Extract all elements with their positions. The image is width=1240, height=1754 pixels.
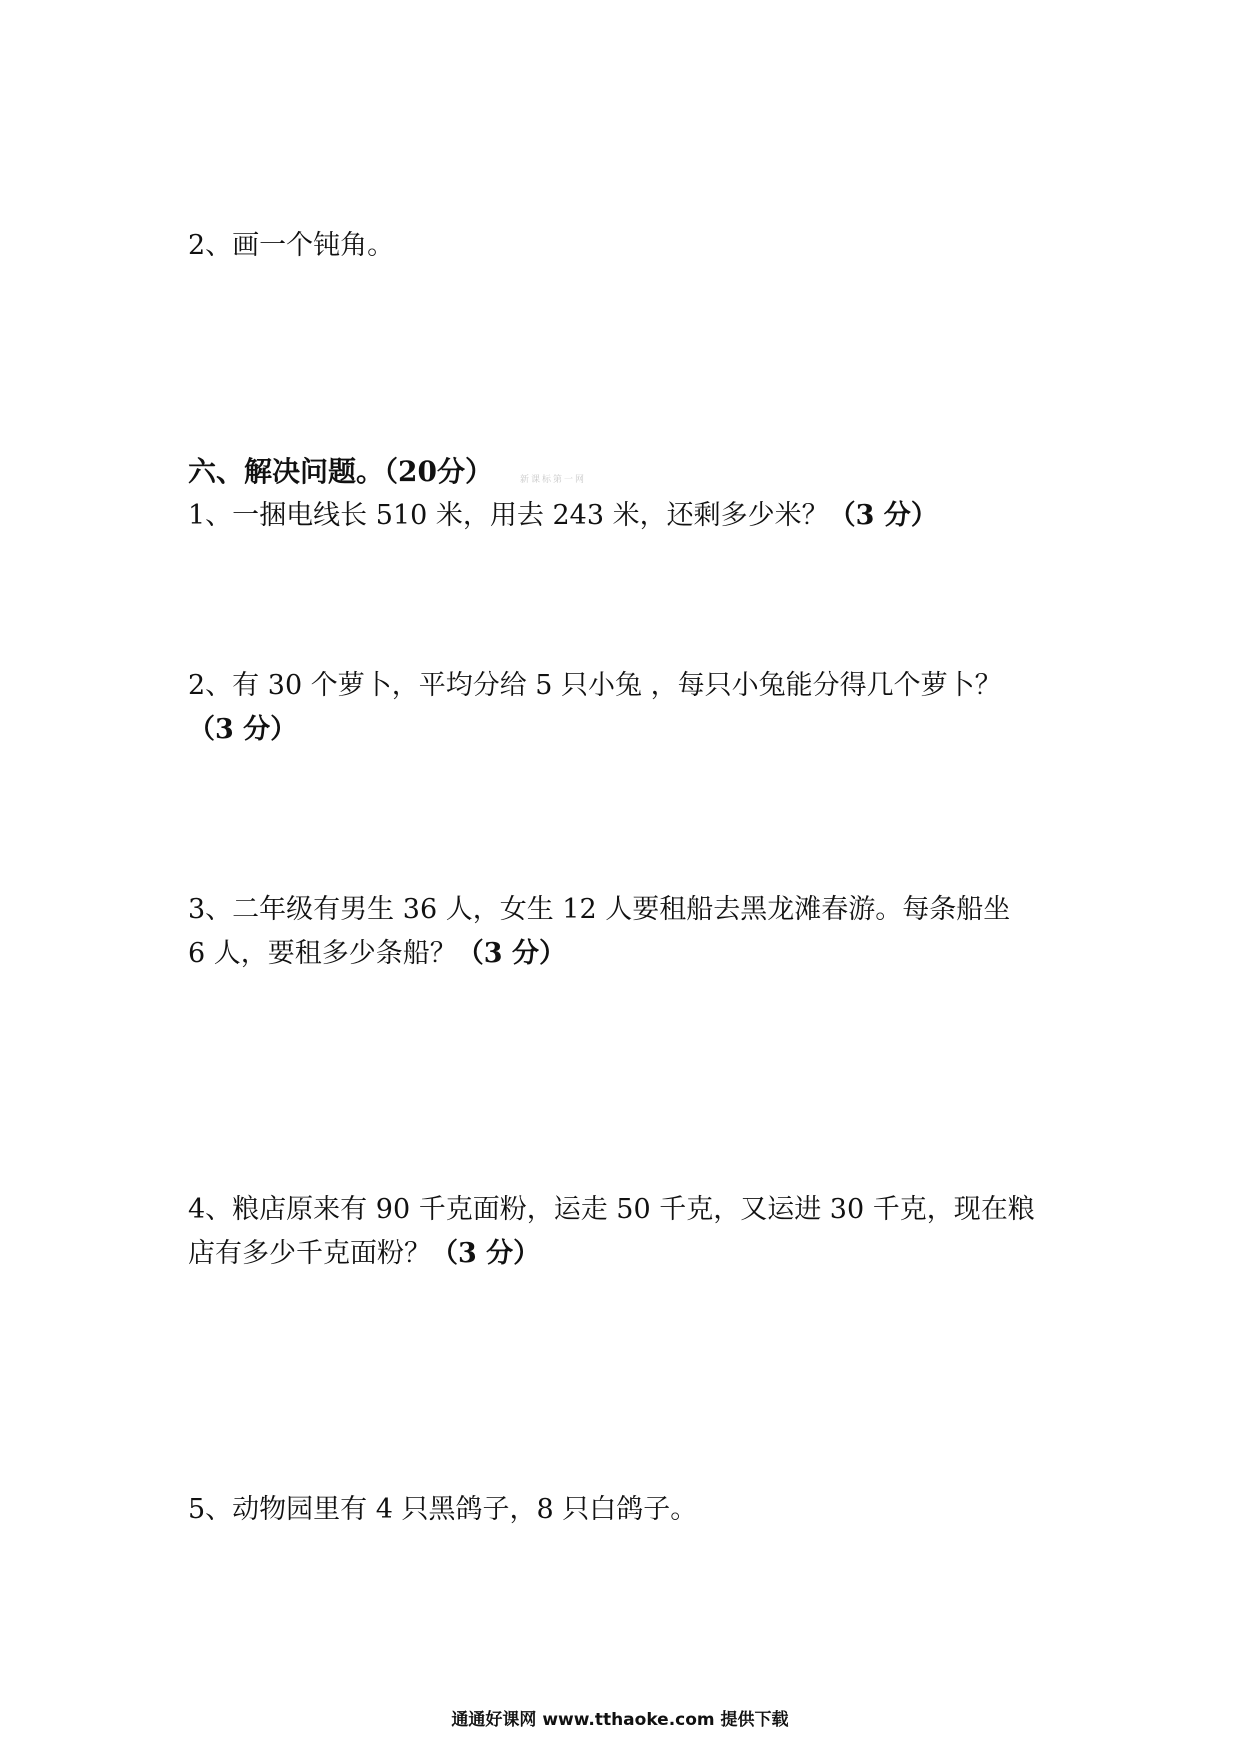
question-3-score: （3 分） xyxy=(456,938,566,969)
question-4-text: 店有多少千克面粉？ xyxy=(188,1238,431,1269)
section-heading: 六、解决问题。（20分） xyxy=(188,455,493,488)
question-4-line-1: 4、粮店原来有 90 千克面粉，运走 50 千克，又运进 30 千克，现在粮 xyxy=(188,1194,1035,1225)
question-5: 5、动物园里有 4 只黑鸽子，8 只白鸽子。 xyxy=(188,1494,698,1525)
faint-watermark-text: 新课标第一网 xyxy=(520,475,587,485)
question-3-text: 6 人，要租多少条船？ xyxy=(188,938,457,969)
question-2-line-1: 2、有 30 个萝卜，平均分给 5 只小兔 ，每只小兔能分得几个萝卜？ xyxy=(188,670,1002,701)
draw-question-2: 2、画一个钝角。 xyxy=(188,230,395,261)
question-3-line-1: 3、二年级有男生 36 人，女生 12 人要租船去黑龙滩春游。每条船坐 xyxy=(188,894,1011,925)
question-2-score: （3 分） xyxy=(188,714,298,745)
question-1-score: （3 分） xyxy=(828,500,938,531)
question-1-text: 1、一捆电线长 510 米，用去 243 米，还剩多少米？ xyxy=(188,500,829,531)
footer-credit: 通通好课网 www.tthaoke.com 提供下载 xyxy=(451,1710,789,1730)
question-4-score: （3 分） xyxy=(431,1238,541,1269)
question-4-line-2 xyxy=(188,1236,540,1272)
question-3-line-2 xyxy=(188,936,566,972)
question-1 xyxy=(188,498,938,534)
